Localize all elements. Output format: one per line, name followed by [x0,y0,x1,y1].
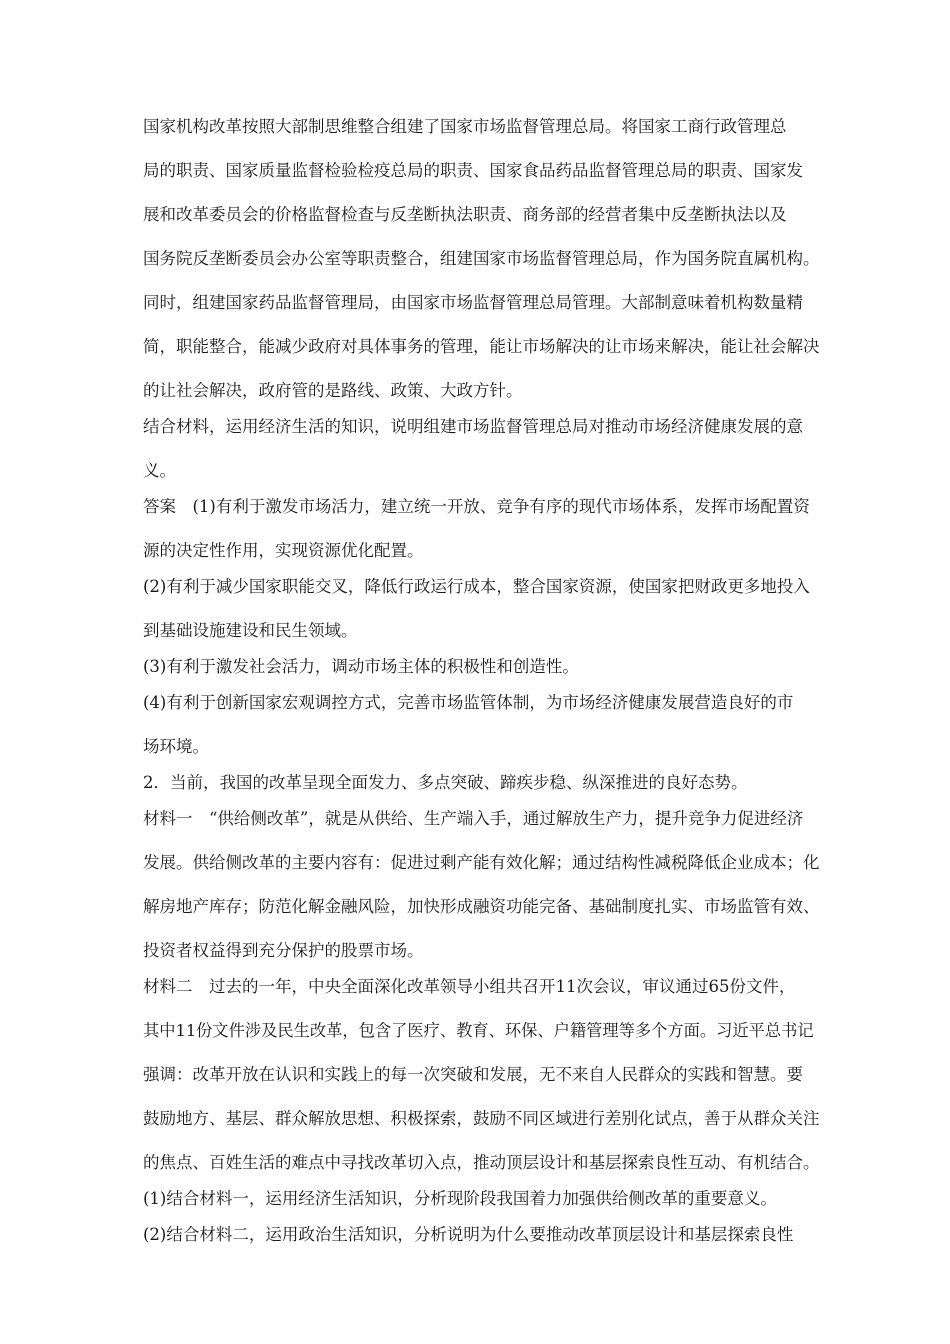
text-line: 解房地产库存；防范化解金融风险，加快形成融资功能完备、基础制度扎实、市场监管有效、 [143,897,820,916]
text-line: (4)有利于创新国家宏观调控方式，完善市场监管体制，为市场经济健康发展营造良好的市 [143,693,794,712]
text-line: (2)有利于减少国家职能交叉，降低行政运行成本，整合国家资源，使国家把财政更多地投入 [143,577,810,596]
text-line: 义。 [143,461,176,480]
text-line: 到基础设施建设和民生领域。 [143,621,358,640]
text-line: 国务院反垄断委员会办公室等职责整合，组建国家市场监督管理总局，作为国务院直属机构。 [143,249,820,268]
text-line: (3)有利于激发社会活力，调动市场主体的积极性和创造性。 [143,657,579,676]
text-line: 结合材料，运用经济生活的知识，说明组建市场监督管理总局对推动市场经济健康发展的意 [143,417,803,436]
text-line: 同时，组建国家药品监督管理局，由国家市场监督管理总局管理。大部制意味着机构数量精 [143,293,803,312]
text-line: 材料二 过去的一年，中央全面深化改革领导小组共召开11次会议，审议通过65份文件， [143,977,796,996]
text-line: (1)结合材料一，运用经济生活知识，分析现阶段我国着力加强供给侧改革的重要意义。 [143,1189,777,1208]
text-line: 强调：改革开放在认识和实践上的每一次突破和发展，无不来自人民群众的实践和智慧。要 [143,1065,803,1084]
text-line: 其中11份文件涉及民生改革，包含了医疗、教育、环保、户籍管理等多个方面。习近平总书记 [143,1021,814,1040]
text-line: 国家机构改革按照大部制思维整合组建了国家市场监督管理总局。将国家工商行政管理总 [143,117,787,136]
text-line: 2．当前，我国的改革呈现全面发力、多点突破、蹄疾步稳、纵深推进的良好态势。 [143,773,748,792]
text-line: 场环境。 [143,737,209,756]
text-line: 发展。供给侧改革的主要内容有：促进过剩产能有效化解；通过结构性减税降低企业成本；化 [143,853,820,872]
text-line: 的焦点、百姓生活的难点中寻找改革切入点，推动顶层设计和基层探索良性互动、有机结合。 [143,1153,820,1172]
text-line: (2)结合材料二，运用政治生活知识，分析说明为什么要推动改革顶层设计和基层探索良性 [143,1225,794,1244]
text-line: 简，职能整合，能减少政府对具体事务的管理，能让市场解决的让市场来解决，能让社会解决 [143,337,820,356]
text-line: 材料一 “供给侧改革”，就是从供给、生产端入手，通过解放生产力，提升竞争力促进经济 [143,809,804,828]
document-page [143,117,821,1245]
text-line: 局的职责、国家质量监督检验检疫总局的职责、国家食品药品监督管理总局的职责、国家发 [143,161,803,180]
text-line: 答案 (1)有利于激发市场活力，建立统一开放、竞争有序的现代市场体系，发挥市场配置资 [143,497,810,516]
text-line: 展和改革委员会的价格监督检查与反垄断执法职责、商务部的经营者集中反垄断执法以及 [143,205,787,224]
text-line: 鼓励地方、基层、群众解放思想、积极探索，鼓励不同区域进行差别化试点，善于从群众关注 [143,1109,820,1128]
text-line: 投资者权益得到充分保护的股票市场。 [143,941,424,960]
text-line: 源的决定性作用，实现资源优化配置。 [143,541,424,560]
text-line: 的让社会解决，政府管的是路线、政策、大政方针。 [143,381,523,400]
